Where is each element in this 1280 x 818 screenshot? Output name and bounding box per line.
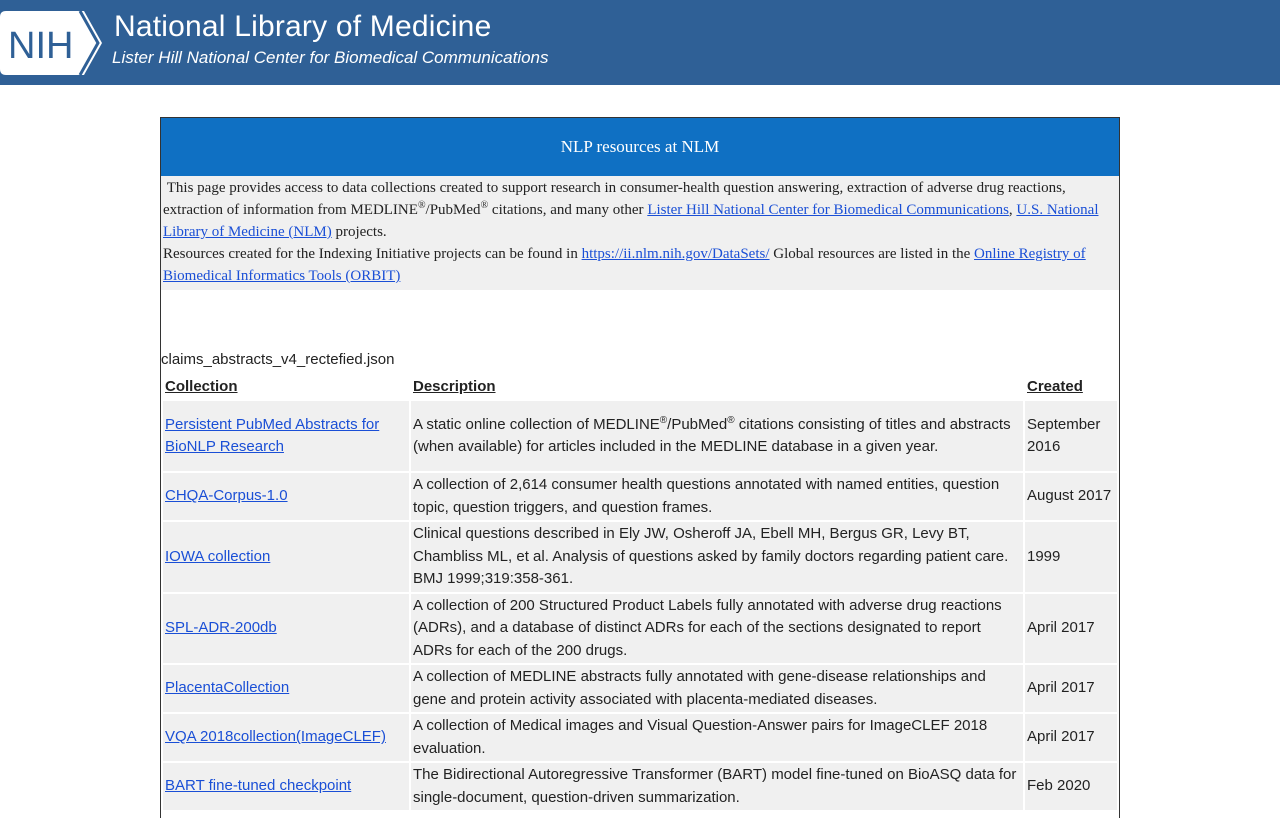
- collection-cell: [163, 763, 409, 810]
- description-cell: [411, 401, 1023, 471]
- description-cell: A collection of 2,614 consumer health questions annotated with named entities, question topic, question triggers, and question frames.: [411, 473, 1023, 520]
- registered-mark: ®: [417, 200, 426, 211]
- description-text: A static online collection of MEDLINE: [413, 415, 660, 433]
- description-text: /PubMed: [667, 415, 728, 433]
- intro-paragraph: [163, 177, 1117, 243]
- table-row: [163, 665, 1117, 712]
- table-row: [163, 714, 1117, 761]
- description-text: citations consisting of titles and abstracts (when available) for articles included in the MEDLINE database in a given year.: [413, 415, 1011, 455]
- header-label: Collection: [165, 377, 238, 395]
- collections-table: [161, 371, 1119, 812]
- page-title: NLP resources at NLM: [161, 118, 1119, 176]
- header-description[interactable]: [411, 373, 1023, 399]
- collection-link[interactable]: CHQA-Corpus-1.0: [165, 487, 288, 505]
- collection-cell: [163, 714, 409, 761]
- description-cell: A collection of MEDLINE abstracts fully annotated with gene-disease relationships and gene and protein activity associated with placenta-mediated diseases.: [411, 665, 1023, 712]
- description-cell: Clinical questions described in Ely JW, Osheroff JA, Ebell MH, Bergus GR, Levy BT, Chambliss ML, et al. Analysis of questions asked by family doctors regarding patient care. BMJ 1999;319:358-361.: [411, 522, 1023, 592]
- registered-mark: ®: [480, 200, 489, 211]
- site-banner: [0, 0, 1280, 85]
- created-cell: September 2016: [1025, 401, 1117, 471]
- table-row: [163, 763, 1117, 810]
- intro-section: [161, 176, 1119, 290]
- created-cell: April 2017: [1025, 665, 1117, 712]
- banner-title: National Library of Medicine: [114, 10, 492, 43]
- resources-paragraph: [163, 243, 1117, 287]
- table-row: [163, 473, 1117, 520]
- filename-label: claims_abstracts_v4_rectefied.json: [161, 351, 395, 368]
- collection-link[interactable]: SPL-ADR-200db: [165, 619, 277, 636]
- collection-cell: [163, 522, 409, 592]
- intro-text: citations, and many other: [488, 202, 648, 218]
- created-cell: 1999: [1025, 522, 1117, 592]
- header-label: Description: [413, 377, 496, 395]
- description-cell: A collection of 200 Structured Product Labels fully annotated with adverse drug reactions (ADRs), and a database of distinct ADRs for each of the sections designated to report ADRs for each of the 200 drugs.: [411, 594, 1023, 664]
- collection-link[interactable]: IOWA collection: [165, 547, 271, 565]
- global-text: Global resources are listed in the: [769, 246, 975, 262]
- table-row: [163, 522, 1117, 592]
- header-created[interactable]: [1025, 373, 1117, 399]
- banner-subtitle: Lister Hill National Center for Biomedical Communications: [112, 48, 549, 67]
- intro-text: /PubMed: [425, 202, 481, 218]
- collection-cell: [163, 665, 409, 712]
- table-row: [163, 594, 1117, 664]
- registered-mark: ®: [727, 414, 735, 426]
- description-cell: A collection of Medical images and Visual Question-Answer pairs for ImageCLEF 2018 evaluation.: [411, 714, 1023, 761]
- collection-link[interactable]: BART fine-tuned checkpoint: [165, 777, 352, 795]
- resources-text: Resources created for the Indexing Initiative projects can be found in: [163, 246, 582, 262]
- intro-text: This page provides access to data collections created to support research in consumer-health question answering, extraction of adverse drug reactions, extraction of information from MEDLINE: [163, 180, 1066, 218]
- created-cell: April 2017: [1025, 714, 1117, 761]
- created-cell: April 2017: [1025, 594, 1117, 664]
- nih-logo-icon[interactable]: [0, 11, 102, 75]
- collection-link[interactable]: PlacentaCollection: [165, 679, 290, 697]
- header-label: Created: [1027, 377, 1083, 395]
- collection-cell: [163, 401, 409, 471]
- collection-link[interactable]: Persistent PubMed Abstracts for BioNLP Research: [165, 415, 380, 455]
- collection-cell: [163, 594, 409, 664]
- collection-link[interactable]: VQA 2018collection(ImageCLEF): [165, 728, 386, 746]
- table-row: [163, 401, 1117, 471]
- lhc-link[interactable]: Lister Hill National Center for Biomedical Communications: [647, 202, 1009, 218]
- description-cell: The Bidirectional Autoregressive Transformer (BART) model fine-tuned on BioASQ data for single-document, question-driven summarization.: [411, 763, 1023, 810]
- comma: ,: [1008, 202, 1017, 218]
- header-collection[interactable]: [163, 373, 409, 399]
- created-cell: Feb 2020: [1025, 763, 1117, 810]
- table-header-row: [163, 373, 1117, 399]
- content-panel: [160, 117, 1120, 818]
- orbit-link[interactable]: Online Registry of Biomedical Informatics Tools (ORBIT): [163, 246, 1086, 284]
- nih-logo-text: NIH: [8, 25, 74, 67]
- created-cell: August 2017: [1025, 473, 1117, 520]
- intro-text: projects.: [331, 224, 387, 240]
- nlm-link[interactable]: U.S. National Library of Medicine (NLM): [163, 202, 1099, 240]
- datasets-link[interactable]: https://ii.nlm.nih.gov/DataSets/: [581, 246, 770, 262]
- collection-cell: [163, 473, 409, 520]
- registered-mark: ®: [659, 414, 668, 426]
